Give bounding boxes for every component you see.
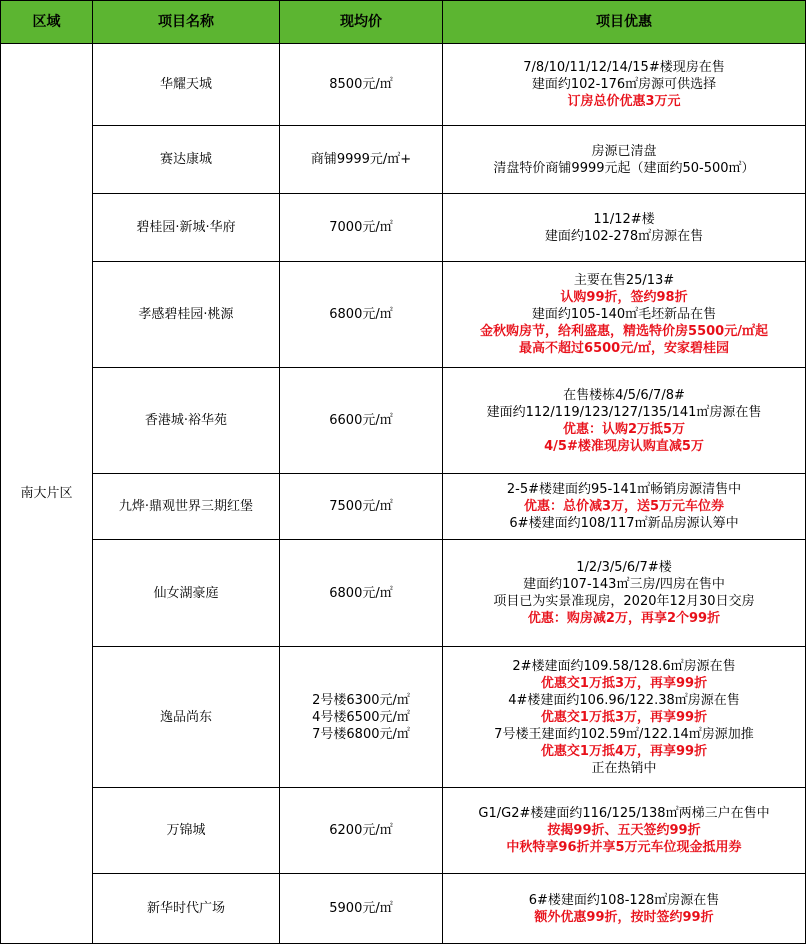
offer-line: 项目已为实景准现房，2020年12月30日交房 bbox=[493, 594, 755, 609]
offer-line: 2#楼建面约109.58/128.6㎡房源在售 bbox=[512, 658, 736, 674]
offer-highlight-line: 优惠交1万抵4万，再享99折 bbox=[540, 743, 708, 759]
offer-cell bbox=[443, 874, 806, 944]
price-line: 6600元/㎡ bbox=[329, 413, 393, 428]
price-line: 6800元/㎡ bbox=[329, 585, 393, 601]
project-name-cell: 赛达康城 bbox=[93, 126, 280, 194]
table-row bbox=[1, 126, 806, 194]
offer-line: 11/12#楼 bbox=[593, 211, 655, 227]
project-name-cell: 仙女湖豪庭 bbox=[93, 540, 280, 647]
offer-line: 6#楼建面约108/117㎡新品房源认筹中 bbox=[509, 516, 739, 531]
offer-cell bbox=[443, 126, 806, 194]
offer-line: G1/G2#楼建面约116/125/138㎡两梯三户在售中 bbox=[478, 806, 770, 821]
table-body bbox=[1, 44, 806, 944]
offer-cell bbox=[443, 540, 806, 647]
table-row bbox=[1, 540, 806, 647]
offer-line: 在售楼栋4/5/6/7/8# bbox=[563, 387, 685, 403]
header-row bbox=[1, 1, 806, 44]
price-cell bbox=[280, 44, 443, 126]
offer-line: 4#楼建面约106.96/122.38㎡房源在售 bbox=[508, 692, 740, 708]
table-row bbox=[1, 874, 806, 944]
price-line: 8500元/㎡ bbox=[329, 77, 393, 92]
project-name-cell: 华耀天城 bbox=[93, 44, 280, 126]
offer-line: 1/2/3/5/6/7#楼 bbox=[576, 560, 672, 575]
offer-highlight-line: 认购99折，签约98折 bbox=[560, 290, 688, 305]
price-cell bbox=[280, 788, 443, 874]
price-line: 7500元/㎡ bbox=[329, 499, 393, 514]
offer-highlight-line: 优惠：总价减3万，送5万元车位券 bbox=[523, 499, 725, 514]
project-name-cell: 九烨·鼎观世界三期红堡 bbox=[93, 474, 280, 540]
price-line: 7号楼6800元/㎡ bbox=[312, 726, 410, 742]
offer-highlight-line: 订房总价优惠3万元 bbox=[567, 94, 681, 109]
offer-line: 建面约112/119/123/127/135/141㎡房源在售 bbox=[486, 404, 762, 420]
offer-cell bbox=[443, 368, 806, 474]
price-line: 商铺9999元/㎡+ bbox=[310, 152, 412, 167]
offer-highlight-line: 最高不超过6500元/㎡，安家碧桂园 bbox=[519, 341, 729, 356]
header-region: 区域 bbox=[1, 1, 93, 44]
region-cell: 南大片区 bbox=[1, 44, 93, 944]
price-line: 6800元/㎡ bbox=[329, 307, 393, 322]
price-cell bbox=[280, 126, 443, 194]
offer-highlight-line: 优惠：认购2万抵5万 bbox=[562, 421, 686, 437]
price-cell bbox=[280, 540, 443, 647]
offer-line: 7/8/10/11/12/14/15#楼现房在售 bbox=[523, 60, 725, 75]
offer-line: 2-5#楼建面约95-141㎡畅销房源清售中 bbox=[506, 482, 742, 497]
offer-cell bbox=[443, 44, 806, 126]
project-name-cell: 新华时代广场 bbox=[93, 874, 280, 944]
price-cell bbox=[280, 647, 443, 788]
offer-line: 建面约105-140㎡毛坯新品在售 bbox=[531, 307, 717, 322]
price-line: 4号楼6500元/㎡ bbox=[312, 709, 410, 725]
project-name-cell: 万锦城 bbox=[93, 788, 280, 874]
offer-cell bbox=[443, 647, 806, 788]
offer-line: 建面约107-143㎡三房/四房在售中 bbox=[523, 577, 725, 592]
table-row bbox=[1, 194, 806, 262]
header-project: 项目名称 bbox=[93, 1, 280, 44]
offer-cell bbox=[443, 194, 806, 262]
offer-highlight-line: 额外优惠99折，按时签约99折 bbox=[534, 909, 714, 925]
offer-cell bbox=[443, 788, 806, 874]
table-row bbox=[1, 262, 806, 368]
table-row bbox=[1, 788, 806, 874]
offer-highlight-line: 优惠交1万抵3万，再享99折 bbox=[540, 709, 708, 725]
project-name-cell: 香港城·裕华苑 bbox=[93, 368, 280, 474]
price-cell bbox=[280, 194, 443, 262]
offer-cell bbox=[443, 262, 806, 368]
price-line: 5900元/㎡ bbox=[329, 901, 393, 916]
offer-line: 正在热销中 bbox=[591, 760, 657, 776]
offer-line: 建面约102-278㎡房源在售 bbox=[544, 228, 704, 244]
offer-line: 建面约102-176㎡房源可供选择 bbox=[531, 77, 717, 92]
offer-highlight-line: 中秋特享96折并享5万元车位现金抵用券 bbox=[506, 840, 742, 855]
header-price: 现均价 bbox=[280, 1, 443, 44]
offer-highlight-line: 按揭99折、五天签约99折 bbox=[547, 823, 701, 838]
project-name-cell: 孝感碧桂园·桃源 bbox=[93, 262, 280, 368]
project-name-cell: 逸品尚东 bbox=[93, 647, 280, 788]
offer-line: 清盘特价商铺9999元起（建面约50-500㎡） bbox=[493, 160, 755, 176]
project-name-cell: 碧桂园·新城·华府 bbox=[93, 194, 280, 262]
table-row bbox=[1, 44, 806, 126]
offer-line: 房源已清盘 bbox=[591, 143, 657, 159]
offer-line: 7号楼王建面约102.59㎡/122.14㎡房源加推 bbox=[494, 726, 754, 742]
offer-highlight-line: 金秋购房节，给利盛惠，精选特价房5500元/㎡起 bbox=[480, 324, 768, 339]
price-line: 6200元/㎡ bbox=[329, 823, 393, 838]
offer-line: 6#楼建面约108-128㎡房源在售 bbox=[528, 892, 720, 908]
header-offer: 项目优惠 bbox=[443, 1, 806, 44]
price-line: 2号楼6300元/㎡ bbox=[312, 692, 410, 708]
price-cell bbox=[280, 474, 443, 540]
offer-highlight-line: 优惠：购房减2万，再享2个99折 bbox=[527, 611, 721, 626]
offer-highlight-line: 优惠交1万抵3万，再享99折 bbox=[540, 675, 708, 691]
offer-cell bbox=[443, 474, 806, 540]
price-cell bbox=[280, 874, 443, 944]
price-line: 7000元/㎡ bbox=[329, 220, 393, 235]
offer-line: 主要在售25/13# bbox=[573, 273, 675, 288]
price-cell bbox=[280, 262, 443, 368]
offer-highlight-line: 4/5#楼准现房认购直减5万 bbox=[544, 438, 704, 454]
table-row bbox=[1, 368, 806, 474]
table-row bbox=[1, 474, 806, 540]
price-cell bbox=[280, 368, 443, 474]
table-row bbox=[1, 647, 806, 788]
